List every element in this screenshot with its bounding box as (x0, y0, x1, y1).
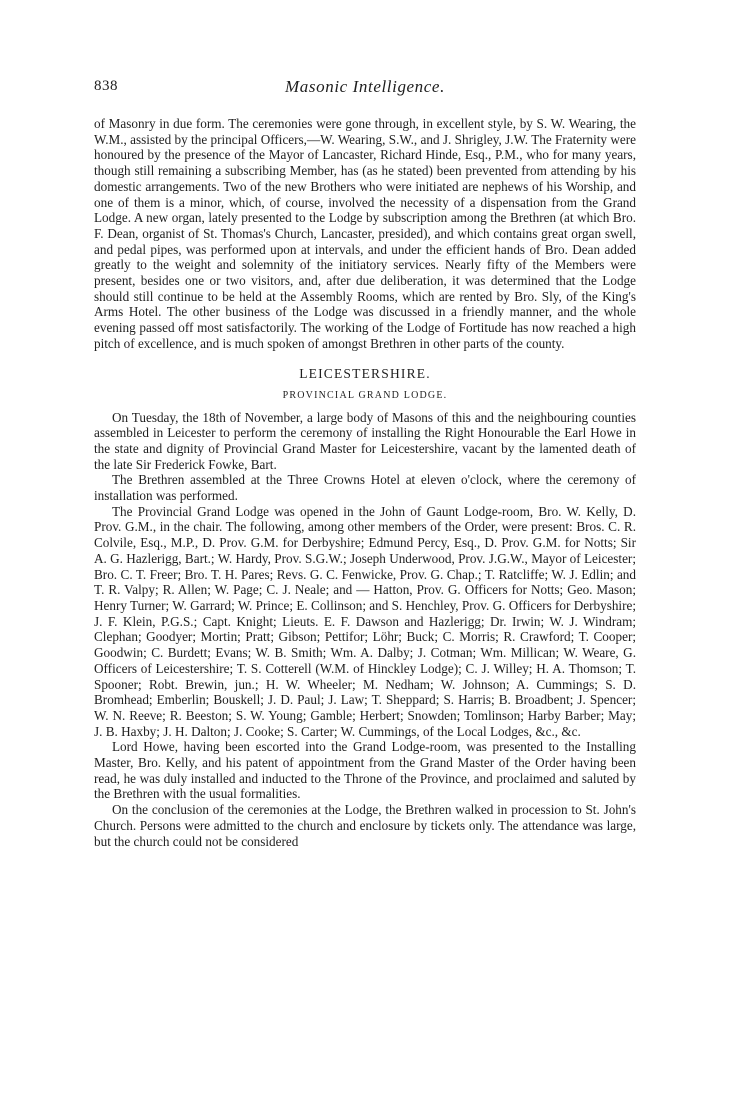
running-title: Masonic Intelligence. (285, 77, 445, 96)
paragraph: Lord Howe, having been escorted into the Grand Lodge-room, was presented to the Installing Master, Bro. Kelly, and his patent of appointment from the Grand Master of the Order having been read, he was duly installed and inducted to the Throne of the Province, and proclaimed and saluted by the Brethren with the usual formalities. (94, 739, 636, 802)
sub-heading: PROVINCIAL GRAND LODGE. (282, 389, 448, 401)
paragraph: On Tuesday, the 18th of November, a large body of Masons of this and the neighbouring counties assembled in Leicester to perform the ceremony of installing the Right Honourable the Earl Howe in the state and dignity of Provincial Grand Master for Leicestershire, vacant by the lamented death of the late Sir Frederick Fowke, Bart. (94, 409, 636, 472)
book-page (94, 78, 636, 1108)
paragraph-continued: of Masonry in due form. The ceremonies were gone through, in excellent style, by S. W. Wearing, the W.M., assisted by the principal Officers,—W. Wearing, S.W., and J. Shrigley, J.W. The Fraternity were honoured by the presence of the Mayor of Lancaster, Richard Hinde, Esq., P.M., who for many years, though still remaining a subscribing Member, has (as he stated) been prevented from attending by his domestic arrangements. Two of the new Brothers who were initiated are nephews of his Worship, and one of them is a minor, which, of course, involved the necessity of a dispensation from the Grand Lodge. A new organ, lately presented to the Lodge by subscription among the Brethren (at which Bro. F. Dean, organist of St. Thomas's Church, Lancaster, presided), and which contains great organ swell, and pedal pipes, was performed upon at intervals, and under the efficient hands of Bro. Dean added greatly to the weight and solemnity of the initiatory services. Nearly fifty of the Members were present, besides one or two visitors, and, after due deliberation, it was determined that the Lodge should still continue to be held at the Assembly Rooms, which are rented by Bro. Sly, of the King's Arms Hotel. The other business of the Lodge was discussed in a friendly manner, and the whole evening passed off most satisfactorily. The working of the Lodge of Fortitude has now reached a high pitch of excellence, and is much spoken of amongst Brethren in other parts of the county. (94, 116, 636, 351)
running-head (94, 78, 636, 102)
paragraph: The Brethren assembled at the Three Crowns Hotel at eleven o'clock, where the ceremony of installation was performed. (94, 472, 636, 504)
paragraph: The Provincial Grand Lodge was opened in the John of Gaunt Lodge-room, Bro. W. Kelly, D. Prov. G.M., in the chair. The following, among other members of the Order, were present: Bros. C. R. Colvile, Esq., M.P., D. Prov. G.M. for Derbyshire; Edmund Percy, Esq., D. Prov. G.M. for Notts; Sir A. G. Hazlerigg, Bart.; W. Hardy, Prov. S.G.W.; Joseph Underwood, Prov. J.G.W., Mayor of Leicester; Bro. C. T. Freer; Bro. T. H. Pares; Revs. G. C. Fenwicke, Prov. G. Chap.; T. Ratcliffe; W. J. Edlin; and T. R. Valpy; R. Allen; W. Page; C. J. Neale; and — Hatton, Prov. G. Officers for Notts; Geo. Mason; Henry Turner; W. Garrard; W. Prince; E. Collinson; and S. Henchley, Prov. G. Officers for Derbyshire; J. F. Klein, P.G.S.; Capt. Knight; Lieuts. E. F. Dawson and Hazlerigg; Dr. Irwin; W. J. Windram; Clephan; Goodyer; Mortin; Pratt; Gibson; Pettifor; Löhr; Buck; C. Morris; R. Crawford; T. Cooper; Goodwin; C. Burdett; Evans; W. B. Smith; Wm. A. Dalby; J. Cotman; Wm. Millican; W. Weare, G. Officers of Leicestershire; T. S. Cotterell (W.M. of Hinckley Lodge); C. J. Willey; H. A. Thomson; T. Spooner; Robt. Brewin, jun.; H. W. Wheeler; M. Nedham; W. Johnson; A. Cummings; S. D. Bromhead; Emberlin; Bouskell; J. D. Paul; J. Law; T. Sheppard; S. Harris; B. Broadbent; J. Spencer; W. N. Reeve; R. Beeston; S. W. Young; Gamble; Herbert; Snowden; Tomlinson; Harby Barber; May; J. B. Haxby; J. H. Dalton; J. Cooke; S. Carter; W. Cummings, of the Local Lodges, &c., &c. (94, 503, 636, 739)
paragraph: On the conclusion of the ceremonies at the Lodge, the Brethren walked in procession to St. John's Church. Persons were admitted to the church and enclosure by tickets only. The attendance was large, but the church could not be considered (94, 802, 636, 849)
page-number: 838 (94, 78, 118, 94)
section-heading: LEICESTERSHIRE. (299, 365, 431, 381)
